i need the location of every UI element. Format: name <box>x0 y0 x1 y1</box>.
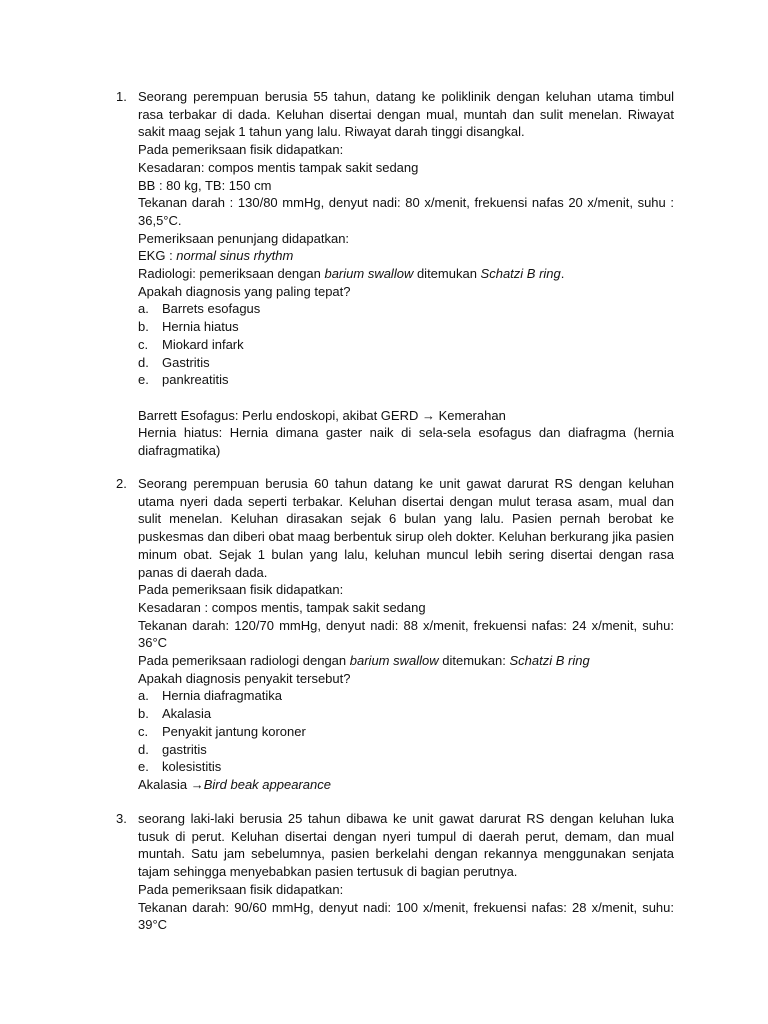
option-letter: c. <box>138 723 149 739</box>
option-e[interactable] <box>138 758 674 776</box>
option-b[interactable] <box>138 705 674 723</box>
option-text: Miokard infark <box>162 336 244 352</box>
radiology-method: barium swallow <box>324 266 414 282</box>
ekg-text <box>138 247 674 265</box>
exam-header: Pada pemeriksaan fisik didapatkan: <box>138 142 344 158</box>
bb-tb-text: BB : 80 kg, TB: 150 cm <box>138 177 272 193</box>
option-c[interactable] <box>138 723 674 741</box>
stem-line: Seorang perempuan berusia 60 tahun datang ke unit gawat darurat RS dengan keluhan <box>138 476 674 491</box>
note-label: Akalasia → <box>138 776 204 792</box>
option-text: Barrets esofagus <box>162 301 261 317</box>
stem-line: seorang laki-laki berusia 25 tahun dibawa ke unit gawat darurat RS dengan keluhan luka <box>138 811 674 826</box>
stem-line: puskesmas dan diberi obat maag berbentuk sirup oleh dokter. Keluhan berkurang jika pasien <box>138 529 674 545</box>
kesadaran-text: Kesadaran: compos mentis tampak sakit sedang <box>138 159 419 175</box>
stem-line: Seorang perempuan berusia 55 tahun, datang ke poliklinik dengan keluhan utama timbul <box>138 89 674 104</box>
question-number: 3. <box>116 811 127 826</box>
option-c[interactable] <box>138 336 674 354</box>
radiology-end: . <box>560 266 565 282</box>
option-text: Penyakit jantung koroner <box>162 723 306 739</box>
option-e[interactable] <box>138 371 674 389</box>
explanation-note: Barrett Esofagus: Perlu endoskopi, akibat GERD → Kemerahan <box>138 407 506 423</box>
question-text: Apakah diagnosis yang paling tepat? <box>138 283 351 299</box>
spacer <box>138 389 674 407</box>
radiology-finding: Schatzi B ring <box>480 266 561 282</box>
exam-header: Pada pemeriksaan fisik didapatkan: <box>138 881 344 897</box>
option-letter: c. <box>138 336 149 352</box>
question-2 <box>116 475 674 794</box>
option-text: kolesistitis <box>162 759 222 775</box>
ekg-value: normal sinus rhythm <box>176 248 294 264</box>
option-letter: a. <box>138 301 149 317</box>
vitals-text: Tekanan darah : 130/80 mmHg, denyut nadi: 80 x/menit, frekuensi nafas 20 x/menit, suhu : <box>138 195 674 211</box>
option-b[interactable] <box>138 318 674 336</box>
explanation-note <box>138 776 674 794</box>
option-text: Hernia diafragmatika <box>162 688 282 704</box>
option-letter: e. <box>138 759 149 775</box>
exam-header: Pada pemeriksaan fisik didapatkan: <box>138 582 344 598</box>
radiology-mid: ditemukan <box>413 266 481 282</box>
stem-line: rasa terbakar di dada. Keluhan disertai dengan mual, muntah dan sulit menelan. Riwayat <box>138 106 674 122</box>
radiology-label: Pada pemeriksaan radiologi dengan <box>138 653 350 669</box>
option-letter: d. <box>138 354 149 370</box>
vitals-text: Tekanan darah: 90/60 mmHg, denyut nadi: 100 x/menit, frekuensi nafas: 28 x/menit, suhu: <box>138 899 674 915</box>
stem-line: utama nyeri dada seperti terbakar. Keluhan disertai dengan mulut terasa asam, mual dan <box>138 493 674 509</box>
ekg-label: EKG : <box>138 248 177 264</box>
option-letter: b. <box>138 706 149 722</box>
radiology-method: barium swallow <box>349 653 439 669</box>
option-text: pankreatitis <box>162 372 229 388</box>
radiology-text <box>138 265 674 283</box>
question-number: 1. <box>116 89 127 104</box>
stem-line: minum obat. Sejak 1 bulan yang lalu, keluhan muncul lebih sering disertai dengan rasa <box>138 546 674 562</box>
radiology-label: Radiologi: pemeriksaan dengan <box>138 266 325 282</box>
stem-line: tusuk di perut. Keluhan disertai dengan nyeri tumpul di daerah perut, demam, dan mual <box>138 828 674 844</box>
question-text: Apakah diagnosis penyakit tersebut? <box>138 670 351 686</box>
option-letter: e. <box>138 372 149 388</box>
radiology-finding: Schatzi B ring <box>509 653 590 669</box>
option-text: gastritis <box>162 741 207 757</box>
kesadaran-text: Kesadaran : compos mentis, tampak sakit sedang <box>138 599 426 615</box>
question-number: 2. <box>116 476 127 491</box>
option-letter: b. <box>138 319 149 335</box>
option-a[interactable] <box>138 687 674 705</box>
option-text: Akalasia <box>162 706 212 722</box>
explanation-note-cont: diafragmatika) <box>138 443 221 459</box>
vitals-text-cont: 36°C <box>138 635 168 651</box>
option-a[interactable] <box>138 300 674 318</box>
stem-line: tajam sehingga menyebabkan pasien tertusuk di bagian perutnya. <box>138 864 518 880</box>
option-text: Hernia hiatus <box>162 319 239 335</box>
option-letter: d. <box>138 741 149 757</box>
question-3 <box>116 810 674 934</box>
stem-line: sakit maag sejak 1 tahun yang lalu. Riwayat darah tinggi disangkal. <box>138 124 525 140</box>
stem-line: panas di daerah dada. <box>138 564 268 580</box>
option-text: Gastritis <box>162 354 210 370</box>
note-emphasis: Bird beak appearance <box>203 776 331 792</box>
option-letter: a. <box>138 688 149 704</box>
radiology-mid: ditemukan: <box>438 653 510 669</box>
explanation-note: Hernia hiatus: Hernia dimana gaster naik di sela-sela esofagus dan diafragma (hernia <box>138 425 674 441</box>
vitals-text-cont: 39°C <box>138 917 168 933</box>
question-1 <box>116 88 674 460</box>
vitals-text: Tekanan darah: 120/70 mmHg, denyut nadi: 88 x/menit, frekuensi nafas: 24 x/menit, suhu: <box>138 617 674 633</box>
option-d[interactable] <box>138 354 674 372</box>
stem-line: muntah. Satu jam sebelumnya, pasien berkelahi dengan rekannya menggunakan senjata <box>138 846 674 862</box>
support-header: Pemeriksaan penunjang didapatkan: <box>138 230 350 246</box>
vitals-text-cont: 36,5°C. <box>138 212 182 228</box>
radiology-text <box>138 652 674 670</box>
stem-line: sulit menelan. Keluhan dirasakan sejak 6 bulan yang lalu. Pasien pernah berobat ke <box>138 511 674 527</box>
option-d[interactable] <box>138 741 674 759</box>
